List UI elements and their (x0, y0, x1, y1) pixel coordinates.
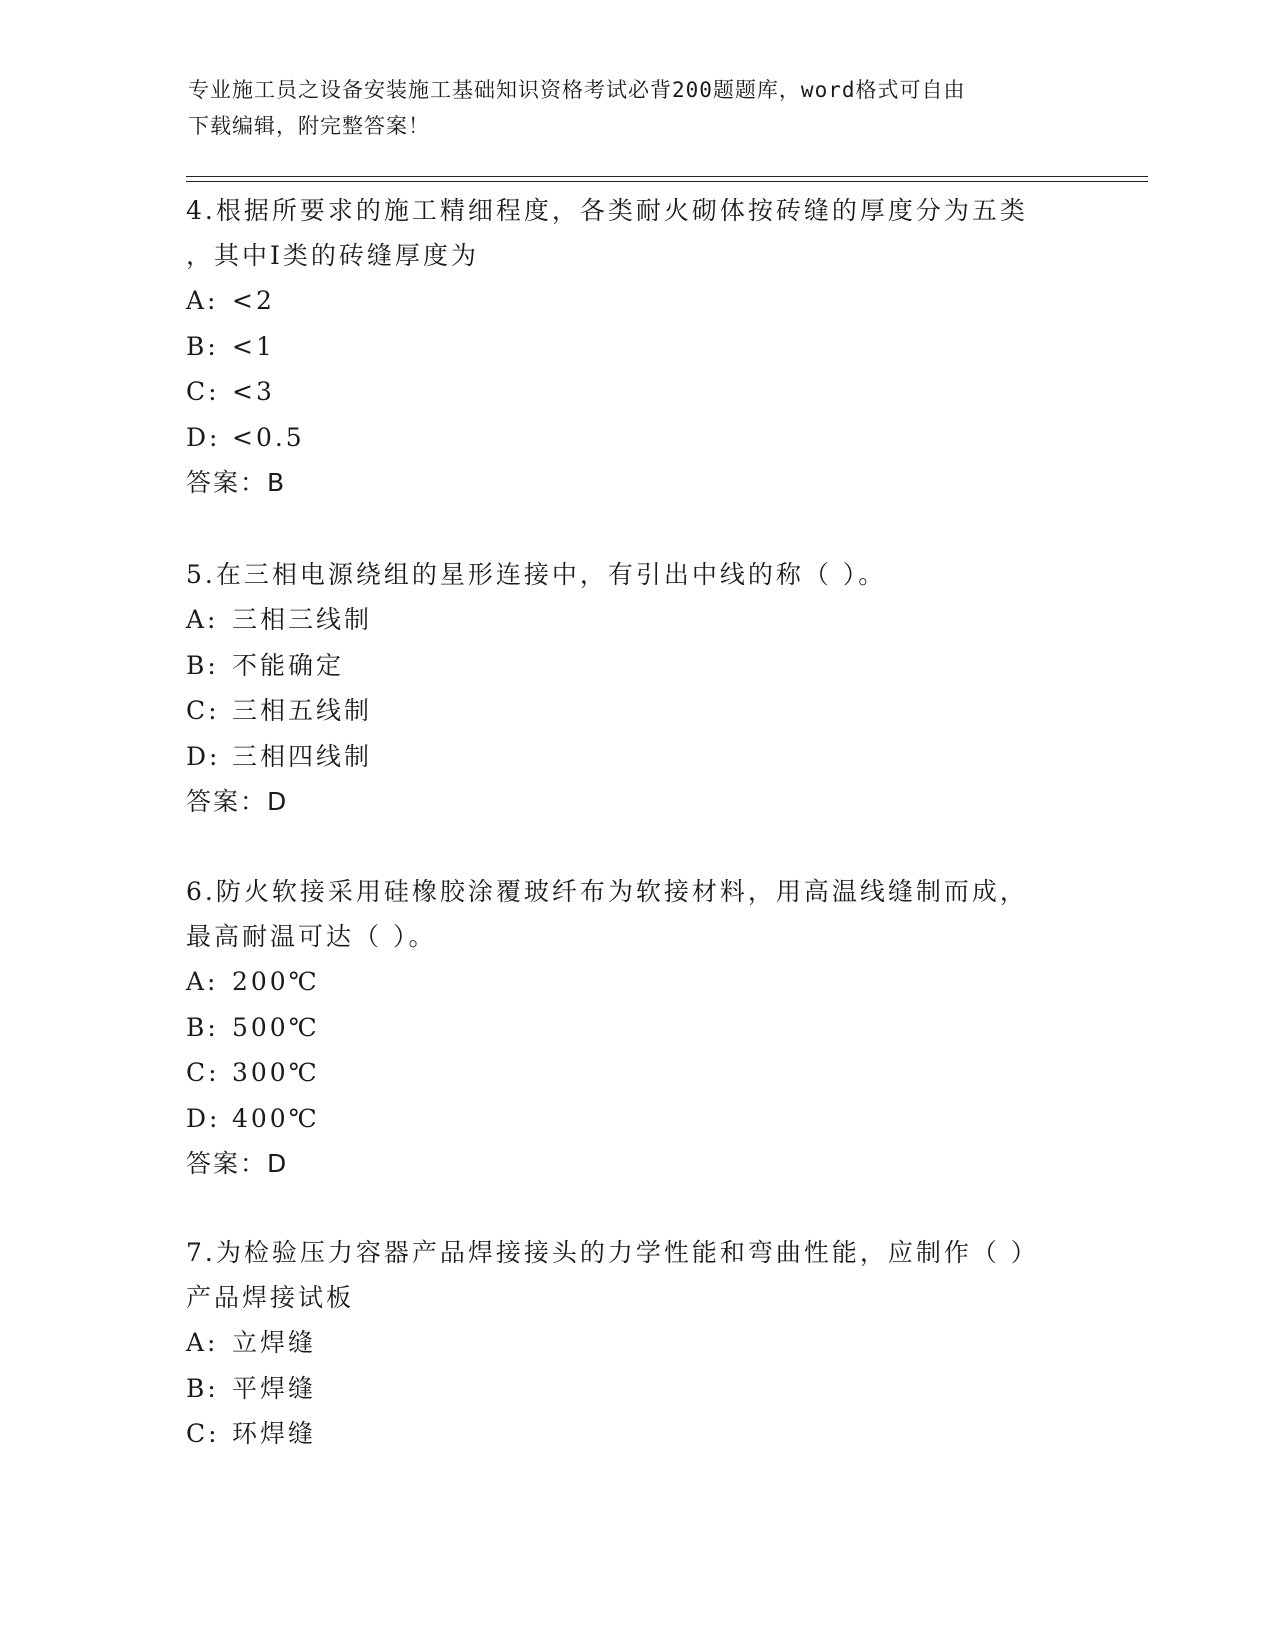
option-b (186, 1005, 1086, 1051)
option-c (186, 688, 1086, 734)
option-c (186, 1050, 1086, 1096)
option-c (186, 1411, 1086, 1457)
question-line: 7.为检验压力容器产品焊接接头的力学性能和弯曲性能，应制作（ ） (186, 1238, 1039, 1267)
question-line: 5.在三相电源绕组的星形连接中，有引出中线的称（ ）。 (186, 560, 887, 589)
answer: 答案：B (186, 468, 287, 497)
option-text: <0.5 (232, 422, 305, 452)
option-d (186, 1096, 1086, 1142)
option-a (186, 278, 1086, 324)
question-text (186, 552, 1086, 597)
option-text: 400℃ (232, 1103, 320, 1133)
option-text: <2 (232, 286, 275, 315)
question-7 (186, 1230, 1086, 1457)
option-c (186, 369, 1086, 415)
option-text: 平焊缝 (232, 1373, 317, 1403)
option-d (186, 415, 1086, 461)
option-label: C: (186, 696, 220, 725)
question-line: 最高耐温可达（ ）。 (186, 922, 437, 951)
option-label: A: (186, 286, 219, 315)
question-text (186, 869, 1086, 959)
option-text: 三相五线制 (232, 696, 373, 725)
answer: 答案：D (186, 1149, 289, 1178)
option-label: D: (186, 422, 221, 452)
option-b (186, 324, 1086, 370)
document-header (188, 72, 1088, 144)
question-4 (186, 188, 1086, 505)
question-line: ，其中Ⅰ类的砖缝厚度为 (186, 241, 479, 270)
option-label: B: (186, 650, 219, 680)
option-label: C: (186, 377, 220, 406)
answer: 答案：D (186, 787, 289, 816)
header-divider-top (186, 176, 1148, 177)
option-label: D: (186, 741, 221, 771)
option-label: A: (186, 605, 219, 634)
option-text: 环焊缝 (232, 1419, 317, 1448)
option-label: D: (186, 1103, 221, 1133)
option-text: 不能确定 (232, 650, 345, 680)
option-text: 200℃ (232, 967, 320, 996)
option-a (186, 1320, 1086, 1366)
option-label: B: (186, 1012, 219, 1042)
option-a (186, 597, 1086, 643)
question-line: 4.根据所要求的施工精细程度，各类耐火砌体按砖缝的厚度分为五类 (186, 196, 1028, 225)
header-divider-bottom (186, 181, 1148, 182)
option-label: B: (186, 331, 219, 361)
option-a (186, 959, 1086, 1005)
option-label: A: (186, 1328, 219, 1357)
option-text: 立焊缝 (232, 1328, 317, 1357)
option-label: C: (186, 1058, 220, 1087)
option-label: C: (186, 1419, 220, 1448)
option-text: 三相三线制 (232, 605, 373, 634)
option-text: <3 (232, 377, 275, 406)
option-text: 三相四线制 (232, 741, 373, 771)
option-label: B: (186, 1373, 219, 1403)
question-line: 产品焊接试板 (186, 1283, 355, 1312)
question-line: 6.防火软接采用硅橡胶涂覆玻纤布为软接材料，用高温线缝制而成， (186, 877, 1028, 906)
header-line-2: 下载编辑，附完整答案！ (188, 114, 430, 138)
option-b (186, 1366, 1086, 1412)
question-6 (186, 869, 1086, 1186)
question-text (186, 188, 1086, 278)
question-text (186, 1230, 1086, 1320)
question-5 (186, 552, 1086, 824)
option-label: A: (186, 967, 219, 996)
option-text: 300℃ (232, 1058, 320, 1087)
option-d (186, 734, 1086, 780)
header-line-1: 专业施工员之设备安装施工基础知识资格考试必背200题题库，word格式可自由 (188, 78, 966, 102)
option-b (186, 643, 1086, 689)
option-text: <1 (232, 331, 275, 361)
option-text: 500℃ (232, 1012, 320, 1042)
